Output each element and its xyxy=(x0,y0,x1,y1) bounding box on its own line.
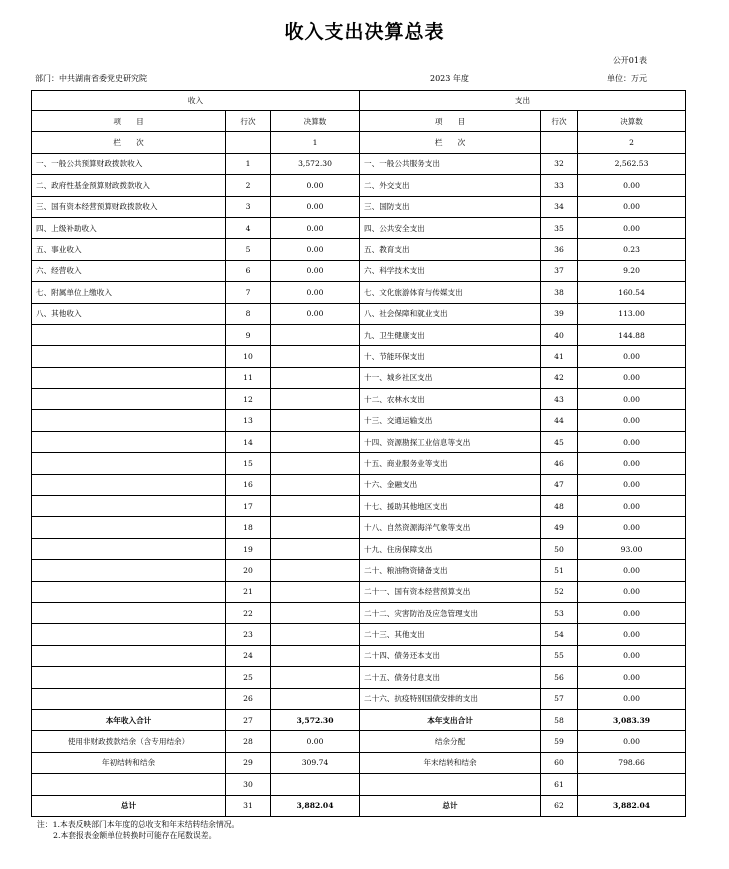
expense-item: 二十五、债务付息支出 xyxy=(360,667,541,688)
summary-row xyxy=(32,752,686,773)
income-summary-amount: 3,572.30 xyxy=(271,709,360,730)
expense-line-no: 61 xyxy=(541,774,578,795)
expense-column-index-label: 栏 次 xyxy=(360,132,541,153)
income-item xyxy=(32,560,226,581)
expense-line-no: 38 xyxy=(541,282,578,303)
table-row xyxy=(32,217,686,238)
income-line-no: 18 xyxy=(226,517,271,538)
expense-amount: 0.00 xyxy=(578,367,686,388)
table-notes xyxy=(37,819,239,841)
summary-row xyxy=(32,774,686,795)
income-section-header: 收入 xyxy=(32,91,360,111)
table-row xyxy=(32,260,686,281)
table-row xyxy=(32,367,686,388)
expense-item: 九、卫生健康支出 xyxy=(360,324,541,345)
income-item xyxy=(32,624,226,645)
income-line-no: 20 xyxy=(226,560,271,581)
income-line-no: 3 xyxy=(226,196,271,217)
expense-amount: 93.00 xyxy=(578,538,686,559)
expense-amount: 0.00 xyxy=(578,175,686,196)
expense-item: 十九、住房保障支出 xyxy=(360,538,541,559)
expense-line-no: 50 xyxy=(541,538,578,559)
income-line-no: 21 xyxy=(226,581,271,602)
expense-summary-amount: 798.66 xyxy=(578,752,686,773)
income-summary-item: 年初结转和结余 xyxy=(32,752,226,773)
expense-item: 十二、农林水支出 xyxy=(360,389,541,410)
income-item xyxy=(32,496,226,517)
income-line-no: 16 xyxy=(226,474,271,495)
income-summary-amount: 3,882.04 xyxy=(271,795,360,816)
expense-line-no: 35 xyxy=(541,217,578,238)
expense-amount: 2,562.53 xyxy=(578,153,686,174)
expense-item: 七、文化旅游体育与传媒支出 xyxy=(360,282,541,303)
table-row xyxy=(32,538,686,559)
expense-item-header: 项 目 xyxy=(360,111,541,132)
expense-item: 二十、粮油物资储备支出 xyxy=(360,560,541,581)
expense-line-no: 56 xyxy=(541,667,578,688)
table-row xyxy=(32,282,686,303)
income-item: 八、其他收入 xyxy=(32,303,226,324)
expense-line-no: 34 xyxy=(541,196,578,217)
expense-amount: 0.00 xyxy=(578,624,686,645)
income-line-no: 23 xyxy=(226,624,271,645)
income-amount: 0.00 xyxy=(271,196,360,217)
expense-amount: 0.00 xyxy=(578,645,686,666)
summary-row xyxy=(32,795,686,816)
income-line-no: 2 xyxy=(226,175,271,196)
expense-item: 一、一般公共服务支出 xyxy=(360,153,541,174)
table-row xyxy=(32,645,686,666)
income-amount: 0.00 xyxy=(271,282,360,303)
income-item: 二、政府性基金预算财政拨款收入 xyxy=(32,175,226,196)
expense-amount: 0.00 xyxy=(578,602,686,623)
expense-line-no: 49 xyxy=(541,517,578,538)
table-row xyxy=(32,688,686,709)
income-line-no: 27 xyxy=(226,709,271,730)
expense-amount: 160.54 xyxy=(578,282,686,303)
income-item xyxy=(32,538,226,559)
expense-line-no: 62 xyxy=(541,795,578,816)
expense-item: 十六、金融支出 xyxy=(360,474,541,495)
expense-line-no: 57 xyxy=(541,688,578,709)
year-label: 2023 年度 xyxy=(430,74,469,83)
income-amount: 0.00 xyxy=(271,217,360,238)
income-line-no: 31 xyxy=(226,795,271,816)
income-summary-amount: 309.74 xyxy=(271,752,360,773)
expense-summary-amount: 3,083.39 xyxy=(578,709,686,730)
form-code: 公开01表 xyxy=(612,56,647,65)
expense-amount: 0.00 xyxy=(578,688,686,709)
income-item xyxy=(32,431,226,452)
note-line: 2.本套报表金额单位转换时可能存在尾数误差。 xyxy=(53,831,217,840)
expense-line-no: 42 xyxy=(541,367,578,388)
income-item xyxy=(32,667,226,688)
department-label: 部门：中共湖南省委党史研究院 xyxy=(35,74,147,83)
expense-amount: 0.00 xyxy=(578,667,686,688)
expense-item: 十一、城乡社区支出 xyxy=(360,367,541,388)
income-item xyxy=(32,367,226,388)
expense-line-no: 43 xyxy=(541,389,578,410)
summary-row xyxy=(32,709,686,730)
income-line-no: 17 xyxy=(226,496,271,517)
expense-line-header: 行次 xyxy=(541,111,578,132)
table-row xyxy=(32,389,686,410)
expense-amount: 0.00 xyxy=(578,496,686,517)
table-row xyxy=(32,496,686,517)
expense-item: 八、社会保障和就业支出 xyxy=(360,303,541,324)
income-line-no: 28 xyxy=(226,731,271,752)
income-amount xyxy=(271,581,360,602)
income-item xyxy=(32,389,226,410)
income-amount: 3,572.30 xyxy=(271,153,360,174)
income-item xyxy=(32,410,226,431)
expense-summary-item: 年末结转和结余 xyxy=(360,752,541,773)
income-item-header: 项 目 xyxy=(32,111,226,132)
expense-line-no: 46 xyxy=(541,453,578,474)
table-row xyxy=(32,175,686,196)
expense-summary-item: 总计 xyxy=(360,795,541,816)
income-amount xyxy=(271,367,360,388)
income-line-no: 15 xyxy=(226,453,271,474)
expense-line-no: 54 xyxy=(541,624,578,645)
table-row xyxy=(32,474,686,495)
table-row xyxy=(32,517,686,538)
table-row xyxy=(32,560,686,581)
income-line-no: 30 xyxy=(226,774,271,795)
expense-line-no: 44 xyxy=(541,410,578,431)
page-title: 收入支出决算总表 xyxy=(284,21,445,43)
income-item: 六、经营收入 xyxy=(32,260,226,281)
income-item xyxy=(32,517,226,538)
income-line-no: 13 xyxy=(226,410,271,431)
expense-item: 二十一、国有资本经营预算支出 xyxy=(360,581,541,602)
income-amount xyxy=(271,538,360,559)
income-summary-amount xyxy=(271,774,360,795)
income-amount xyxy=(271,453,360,474)
income-amount: 0.00 xyxy=(271,303,360,324)
expense-amount: 0.23 xyxy=(578,239,686,260)
expense-item: 十五、商业服务业等支出 xyxy=(360,453,541,474)
expense-summary-item xyxy=(360,774,541,795)
income-amount: 0.00 xyxy=(271,260,360,281)
expense-section-header: 支出 xyxy=(360,91,686,111)
income-line-no: 26 xyxy=(226,688,271,709)
table-row xyxy=(32,196,686,217)
expense-item: 十三、交通运输支出 xyxy=(360,410,541,431)
expense-item: 十、节能环保支出 xyxy=(360,346,541,367)
table-row xyxy=(32,624,686,645)
income-line-no: 29 xyxy=(226,752,271,773)
table-row xyxy=(32,153,686,174)
table-row xyxy=(32,453,686,474)
income-item: 五、事业收入 xyxy=(32,239,226,260)
income-line-no: 22 xyxy=(226,602,271,623)
expense-line-no: 53 xyxy=(541,602,578,623)
expense-line-no: 36 xyxy=(541,239,578,260)
expense-item: 十七、援助其他地区支出 xyxy=(360,496,541,517)
expense-line-no: 60 xyxy=(541,752,578,773)
income-amount: 0.00 xyxy=(271,239,360,260)
income-column-index: 1 xyxy=(271,132,360,153)
expense-summary-item: 结余分配 xyxy=(360,731,541,752)
income-amount xyxy=(271,645,360,666)
expense-item: 四、公共安全支出 xyxy=(360,217,541,238)
expense-line-no: 40 xyxy=(541,324,578,345)
expense-line-no: 55 xyxy=(541,645,578,666)
expense-amount: 0.00 xyxy=(578,453,686,474)
income-line-no: 14 xyxy=(226,431,271,452)
income-line-no: 6 xyxy=(226,260,271,281)
income-line-no: 11 xyxy=(226,367,271,388)
expense-line-no: 33 xyxy=(541,175,578,196)
income-line-no: 7 xyxy=(226,282,271,303)
income-line-no: 9 xyxy=(226,324,271,345)
table-row xyxy=(32,581,686,602)
income-amount xyxy=(271,389,360,410)
expense-amount: 0.00 xyxy=(578,560,686,581)
income-item: 一、一般公共预算财政拨款收入 xyxy=(32,153,226,174)
expense-summary-amount xyxy=(578,774,686,795)
table-row xyxy=(32,431,686,452)
note-line: 注：1.本表反映部门本年度的总收支和年末结转结余情况。 xyxy=(37,820,240,829)
income-item xyxy=(32,453,226,474)
expense-line-no: 47 xyxy=(541,474,578,495)
income-line-no: 5 xyxy=(226,239,271,260)
table-row xyxy=(32,239,686,260)
income-item xyxy=(32,688,226,709)
income-amount xyxy=(271,324,360,345)
expense-summary-amount: 0.00 xyxy=(578,731,686,752)
table-row xyxy=(32,303,686,324)
expense-amount-header: 决算数 xyxy=(578,111,686,132)
expense-amount: 113.00 xyxy=(578,303,686,324)
expense-line-no: 48 xyxy=(541,496,578,517)
income-item: 七、附属单位上缴收入 xyxy=(32,282,226,303)
expense-amount: 0.00 xyxy=(578,217,686,238)
expense-line-no: 52 xyxy=(541,581,578,602)
expense-item: 五、教育支出 xyxy=(360,239,541,260)
budget-table xyxy=(31,90,686,817)
income-line-no: 25 xyxy=(226,667,271,688)
expense-amount: 144.88 xyxy=(578,324,686,345)
expense-amount: 0.00 xyxy=(578,410,686,431)
expense-item: 二十三、其他支出 xyxy=(360,624,541,645)
income-item: 四、上级补助收入 xyxy=(32,217,226,238)
income-amount xyxy=(271,624,360,645)
expense-item: 二十六、抗疫特别国债安排的支出 xyxy=(360,688,541,709)
expense-amount: 0.00 xyxy=(578,517,686,538)
income-amount-header: 决算数 xyxy=(271,111,360,132)
expense-summary-item: 本年支出合计 xyxy=(360,709,541,730)
table-row xyxy=(32,346,686,367)
expense-item: 六、科学技术支出 xyxy=(360,260,541,281)
income-item xyxy=(32,346,226,367)
income-amount xyxy=(271,431,360,452)
expense-amount: 0.00 xyxy=(578,581,686,602)
expense-line-no: 37 xyxy=(541,260,578,281)
income-amount xyxy=(271,602,360,623)
expense-item: 二十二、灾害防治及应急管理支出 xyxy=(360,602,541,623)
expense-item: 十八、自然资源海洋气象等支出 xyxy=(360,517,541,538)
table-row xyxy=(32,667,686,688)
expense-line-no: 32 xyxy=(541,153,578,174)
expense-amount: 0.00 xyxy=(578,389,686,410)
expense-item: 二、外交支出 xyxy=(360,175,541,196)
table-row xyxy=(32,410,686,431)
income-line-no: 19 xyxy=(226,538,271,559)
expense-amount: 0.00 xyxy=(578,474,686,495)
income-item xyxy=(32,645,226,666)
expense-line-no: 59 xyxy=(541,731,578,752)
income-item xyxy=(32,474,226,495)
table-row xyxy=(32,602,686,623)
income-summary-item: 总计 xyxy=(32,795,226,816)
income-amount xyxy=(271,517,360,538)
income-item: 三、国有资本经营预算财政拨款收入 xyxy=(32,196,226,217)
income-amount xyxy=(271,688,360,709)
expense-line-no: 39 xyxy=(541,303,578,324)
expense-line-no: 41 xyxy=(541,346,578,367)
expense-amount: 9.20 xyxy=(578,260,686,281)
income-amount: 0.00 xyxy=(271,175,360,196)
income-line-no: 24 xyxy=(226,645,271,666)
income-line-no: 1 xyxy=(226,153,271,174)
expense-item: 二十四、债务还本支出 xyxy=(360,645,541,666)
income-item xyxy=(32,324,226,345)
expense-item: 十四、资源勘探工业信息等支出 xyxy=(360,431,541,452)
income-amount xyxy=(271,474,360,495)
table-row xyxy=(32,324,686,345)
unit-label: 单位：万元 xyxy=(607,74,647,83)
expense-summary-amount: 3,882.04 xyxy=(578,795,686,816)
expense-line-no: 51 xyxy=(541,560,578,581)
income-line-no: 10 xyxy=(226,346,271,367)
income-summary-item: 使用非财政拨款结余（含专用结余） xyxy=(32,731,226,752)
expense-line-no: 58 xyxy=(541,709,578,730)
expense-amount: 0.00 xyxy=(578,196,686,217)
expense-amount: 0.00 xyxy=(578,431,686,452)
expense-column-index: 2 xyxy=(578,132,686,153)
income-line-no: 4 xyxy=(226,217,271,238)
income-line-no: 8 xyxy=(226,303,271,324)
income-item xyxy=(32,602,226,623)
expense-item: 三、国防支出 xyxy=(360,196,541,217)
summary-row xyxy=(32,731,686,752)
income-amount xyxy=(271,410,360,431)
income-amount xyxy=(271,560,360,581)
income-summary-item: 本年收入合计 xyxy=(32,709,226,730)
income-line-header: 行次 xyxy=(226,111,271,132)
income-line-no: 12 xyxy=(226,389,271,410)
expense-amount: 0.00 xyxy=(578,346,686,367)
income-summary-item xyxy=(32,774,226,795)
expense-line-no: 45 xyxy=(541,431,578,452)
income-amount xyxy=(271,667,360,688)
income-amount xyxy=(271,496,360,517)
income-item xyxy=(32,581,226,602)
income-amount xyxy=(271,346,360,367)
income-column-index-label: 栏 次 xyxy=(32,132,226,153)
income-summary-amount: 0.00 xyxy=(271,731,360,752)
